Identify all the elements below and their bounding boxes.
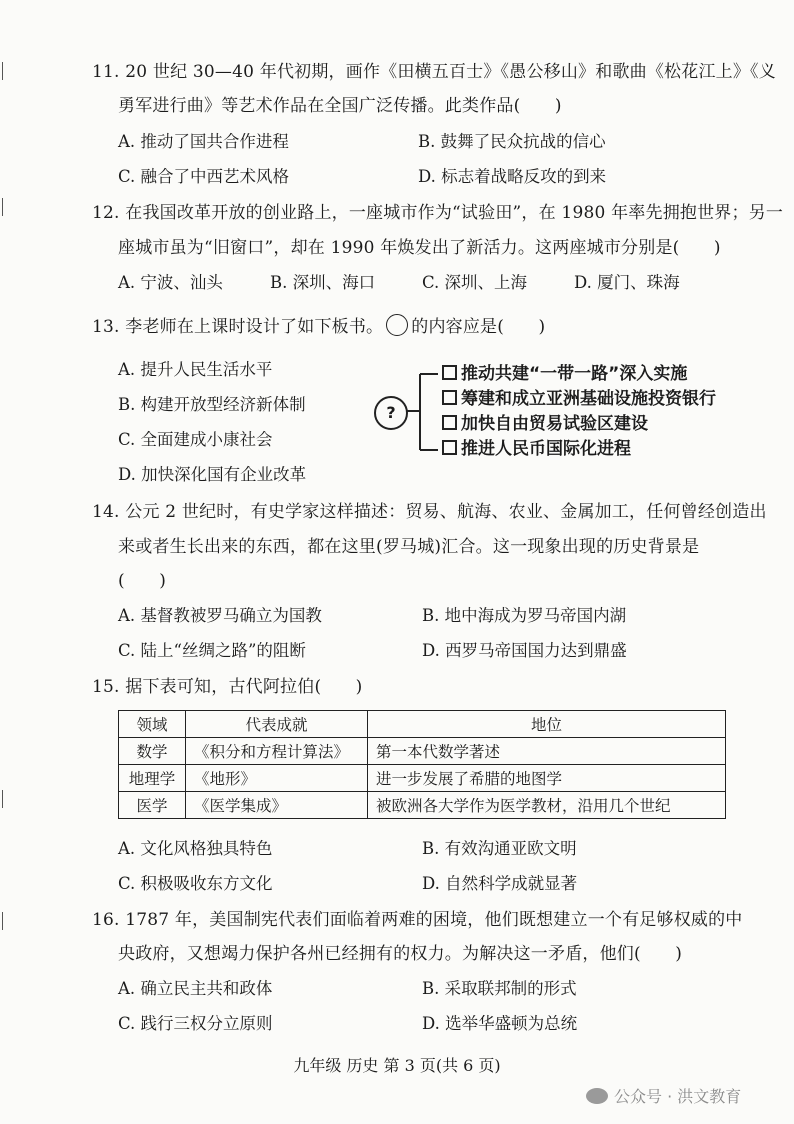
table-cell: 《医学集成》	[186, 792, 368, 819]
checkbox-icon	[442, 390, 457, 405]
q15-option-a: A. 文化风格独具特色	[118, 839, 273, 858]
q16-option-d: D. 选举华盛顿为总统	[422, 1014, 578, 1033]
diagram-item-3: 加快自由贸易试验区建设	[442, 413, 648, 435]
q16-stem-line2: 央政府，又想竭力保护各州已经拥有的权力。为解决这一矛盾，他们( )	[118, 944, 683, 964]
table-cell: 数学	[119, 738, 186, 765]
q11-option-c: C. 融合了中西艺术风格	[118, 167, 290, 186]
table-header: 地位	[368, 711, 726, 738]
binding-mark	[2, 912, 13, 930]
q16-option-b: B. 采取联邦制的形式	[422, 979, 577, 998]
q15-option-d: D. 自然科学成就显著	[422, 874, 578, 893]
table-row	[119, 765, 726, 792]
q15-table	[118, 710, 726, 819]
binding-mark	[2, 198, 13, 216]
table-header-row	[119, 711, 726, 738]
question-mark-circle: ?	[374, 396, 408, 430]
page-footer: 九年级 历史 第 3 页(共 6 页)	[293, 1056, 501, 1075]
blank-circle-icon	[386, 314, 408, 336]
q13-stem	[92, 314, 545, 339]
q14-option-d: D. 西罗马帝国国力达到鼎盛	[422, 641, 627, 660]
checkbox-icon	[442, 365, 457, 380]
q12-stem-line2: 座城市虽为“旧窗口”，却在 1990 年焕发出了新活力。这两座城市分别是( )	[118, 238, 721, 258]
q13-option-b: B. 构建开放型经济新体制	[118, 395, 306, 414]
q13-option-d: D. 加快深化国有企业改革	[118, 465, 307, 484]
table-header: 领域	[119, 711, 186, 738]
q11-option-b: B. 鼓舞了民众抗战的信心	[418, 132, 606, 151]
table-cell: 被欧洲各大学作为医学教材，沿用几个世纪	[368, 792, 726, 819]
q13-blackboard-diagram	[372, 362, 752, 472]
diagram-item-2: 筹建和成立亚洲基础设施投资银行	[442, 388, 716, 410]
q14-stem-line2: 来或者生长出来的东西，都在这里(罗马城)汇合。这一现象出现的历史背景是	[118, 537, 700, 557]
q14-option-b: B. 地中海成为罗马帝国内湖	[422, 606, 627, 625]
q12-stem-line1: 12. 在我国改革开放的创业路上，一座城市作为“试验田”，在 1980 年率先拥抱世界；另一	[92, 203, 784, 223]
q12-option-d: D. 厦门、珠海	[574, 273, 680, 292]
diagram-item-4: 推进人民币国际化进程	[442, 438, 631, 460]
q14-stem-line3: ( )	[118, 571, 167, 591]
checkbox-icon	[442, 440, 457, 455]
diagram-item-1: 推动共建“一带一路”深入实施	[442, 363, 687, 385]
q12-option-c: C. 深圳、上海	[422, 273, 528, 292]
table-cell: 地理学	[119, 765, 186, 792]
q11-option-a: A. 推动了国共合作进程	[118, 132, 289, 151]
q15-stem: 15. 据下表可知，古代阿拉伯( )	[92, 677, 363, 697]
brand-watermark: 公众号 · 洪文教育	[586, 1084, 741, 1107]
table-cell: 《积分和方程计算法》	[186, 738, 368, 765]
q16-option-a: A. 确立民主共和政体	[118, 979, 273, 998]
binding-mark	[2, 790, 13, 808]
binding-mark	[2, 62, 13, 80]
q14-option-a: A. 基督教被罗马确立为国教	[118, 606, 322, 625]
q15-option-c: C. 积极吸收东方文化	[118, 874, 273, 893]
wechat-icon	[586, 1088, 608, 1104]
q16-option-c: C. 践行三权分立原则	[118, 1014, 273, 1033]
q14-option-c: C. 陆上“丝绸之路”的阻断	[118, 641, 306, 660]
q15-option-b: B. 有效沟通亚欧文明	[422, 839, 577, 858]
table-cell: 《地形》	[186, 765, 368, 792]
table-cell: 进一步发展了希腊的地图学	[368, 765, 726, 792]
checkbox-icon	[442, 415, 457, 430]
q13-stem-post: 的内容应是( )	[411, 317, 546, 337]
table-cell: 第一本代数学著述	[368, 738, 726, 765]
table-header: 代表成就	[186, 711, 368, 738]
q16-stem-line1: 16. 1787 年，美国制宪代表们面临着两难的困境，他们既想建立一个有足够权威的中	[92, 910, 743, 930]
q14-stem-line1: 14. 公元 2 世纪时，有史学家这样描述：贸易、航海、农业、金属加工，任何曾经创造出	[92, 502, 767, 522]
table-cell: 医学	[119, 792, 186, 819]
table-row	[119, 738, 726, 765]
q13-option-c: C. 全面建成小康社会	[118, 430, 273, 449]
q11-stem-line2: 勇军进行曲》等艺术作品在全国广泛传播。此类作品( )	[118, 96, 562, 116]
q11-option-d: D. 标志着战略反攻的到来	[418, 167, 607, 186]
q11-stem-line1: 11. 20 世纪 30—40 年代初期，画作《田横五百士》《愚公移山》和歌曲《松花江上》《义	[92, 62, 776, 82]
q12-option-a: A. 宁波、汕头	[118, 273, 223, 292]
table-row	[119, 792, 726, 819]
q13-option-a: A. 提升人民生活水平	[118, 360, 273, 379]
q13-stem-pre: 13. 李老师在上课时设计了如下板书。	[92, 317, 384, 337]
q12-option-b: B. 深圳、海口	[270, 273, 376, 292]
